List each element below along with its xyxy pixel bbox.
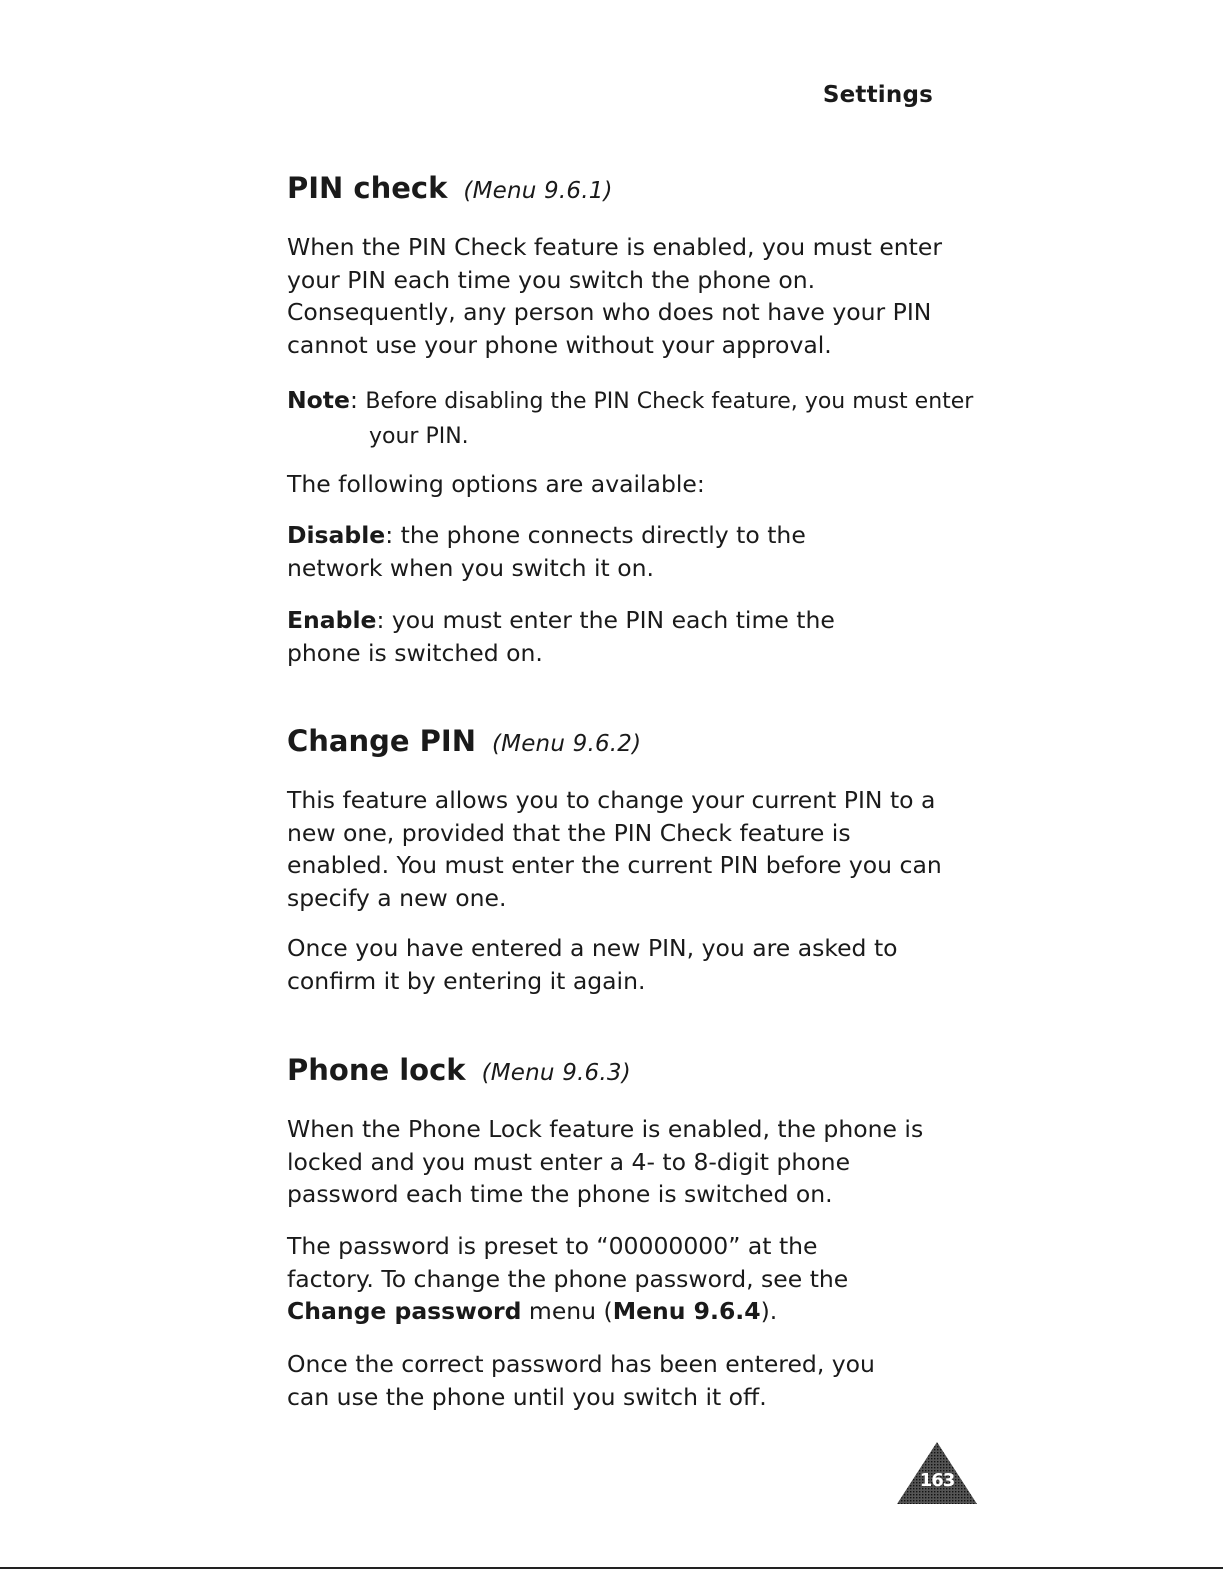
- paragraph: Once the correct password has been entered, you can use the phone until you switch it off.: [287, 1350, 875, 1411]
- bottom-rule: [0, 1567, 1223, 1569]
- running-header: Settings: [822, 82, 933, 108]
- menu-ref-bold: Menu 9.6.4: [612, 1297, 761, 1325]
- password-text: The password is preset to “00000000” at the factory. To change the phone password, see the: [287, 1232, 849, 1293]
- password-text-mid: menu (: [528, 1297, 613, 1325]
- menu-reference: (Menu 9.6.3): [481, 1060, 631, 1086]
- menu-reference: (Menu 9.6.1): [463, 178, 613, 204]
- change-password-ref: Change password: [287, 1297, 522, 1325]
- section-heading-phone-lock: [287, 1052, 631, 1091]
- option-enable: Enable: you must enter the PIN each time the phone is switched on.: [287, 606, 835, 667]
- page-number-badge: [895, 1440, 979, 1506]
- option-label: Enable: [287, 606, 377, 634]
- paragraph: Once you have entered a new PIN, you are asked to confirm it by entering it again.: [287, 934, 898, 995]
- menu-reference: (Menu 9.6.2): [491, 731, 642, 757]
- option-text: you must enter the PIN each time the phone is switched on.: [287, 606, 835, 667]
- section-heading-change-pin: [287, 723, 641, 762]
- note-label: Note: [287, 386, 350, 414]
- option-text: the phone connects directly to the network when you switch it on.: [287, 521, 806, 582]
- option-disable: Disable: the phone connects directly to the network when you switch it on.: [287, 521, 806, 582]
- paragraph: When the PIN Check feature is enabled, you must enter your PIN each time you switch the phone on. Consequently, any person who does not have your PIN cannot use your phone without your approval.: [287, 233, 943, 359]
- note-text: Before disabling the PIN Check feature, you must enter your PIN.: [365, 389, 974, 449]
- paragraph: When the Phone Lock feature is enabled, the phone is locked and you must enter a 4- to 8-digit phone password each time the phone is switched on.: [287, 1115, 924, 1208]
- section-title: Change PIN: [287, 724, 476, 758]
- password-text-end: ).: [760, 1297, 778, 1325]
- section-title: PIN check: [287, 171, 448, 205]
- options-intro: The following options are available:: [287, 470, 705, 498]
- page-number: 163: [919, 1470, 955, 1491]
- section-heading-pin-check: [287, 170, 613, 209]
- note: Note: Before disabling the PIN Check feature, you must enter your PIN.: [287, 386, 974, 449]
- paragraph: This feature allows you to change your current PIN to a new one, provided that the PIN Check feature is enabled. You must enter the current PIN before you can specify a new one.: [287, 786, 942, 912]
- section-title: Phone lock: [287, 1053, 466, 1087]
- option-label: Disable: [287, 521, 386, 549]
- password-paragraph: [287, 1230, 897, 1328]
